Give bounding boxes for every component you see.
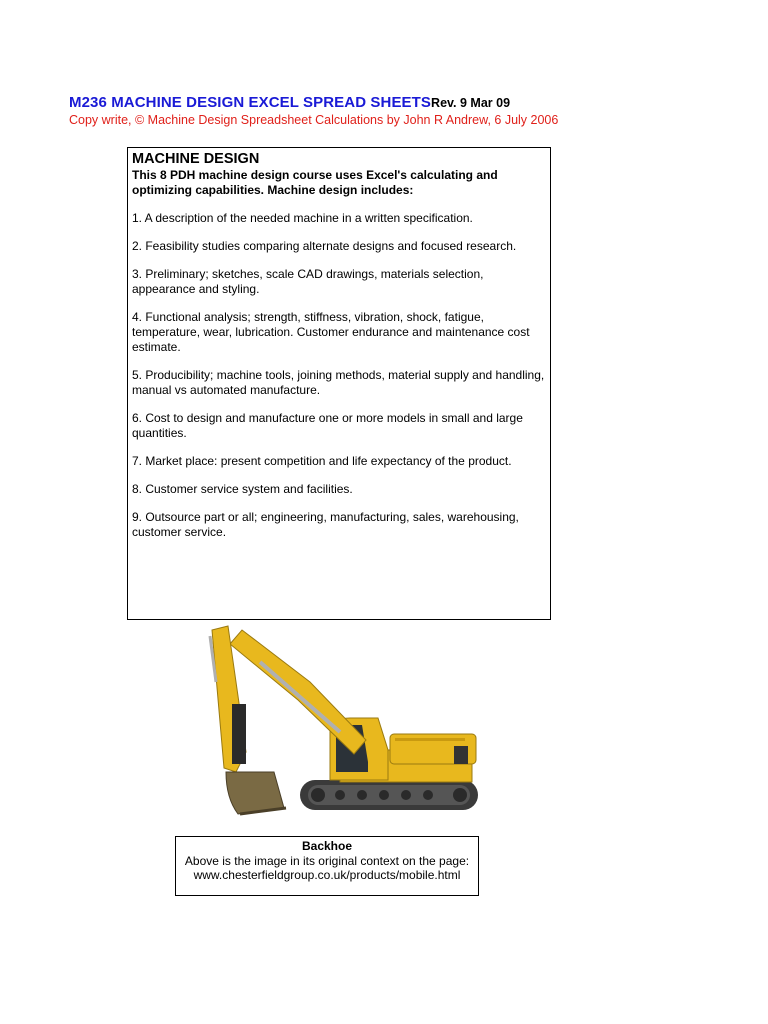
caption-line: Above is the image in its original context on the page: (184, 853, 470, 868)
caption-title: Backhoe (301, 839, 353, 853)
machine-design-textbox (127, 147, 551, 620)
image-caption (175, 836, 479, 896)
list-item: 7. Market place: present competition and life expectancy of the product. (132, 454, 512, 468)
list-item: 3. Preliminary; sketches, scale CAD drawings, materials selection, appearance and styling. (132, 267, 484, 296)
list-item: 6. Cost to design and manufacture one or more models in small and large quantities. (132, 411, 523, 440)
list-item: 2. Feasibility studies comparing alternate designs and focused research. (132, 239, 517, 253)
box-intro: This 8 PDH machine design course uses Excel's calculating and optimizing capabilities. Machine design includes: (132, 168, 498, 197)
list-item: 8. Customer service system and facilities. (132, 482, 353, 496)
document-title-line (69, 94, 510, 114)
backhoe-illustration (190, 622, 500, 818)
boom (230, 630, 366, 754)
revision-label: Rev. 9 Mar 09 (431, 96, 511, 110)
list-item: 5. Producibility; machine tools, joining methods, material supply and handling, manual vs automated manufacture. (132, 368, 545, 397)
bucket (226, 772, 284, 814)
copyright-notice: Copy write, © Machine Design Spreadsheet Calculations by John R Andrew, 6 July 2006 (69, 113, 559, 127)
list-item: 9. Outsource part or all; engineering, manufacturing, sales, warehousing, customer service. (132, 510, 519, 539)
caption-url: www.chesterfieldgroup.co.uk/products/mobile.html (193, 868, 461, 882)
box-heading: MACHINE DESIGN (132, 151, 260, 167)
document-title: M236 MACHINE DESIGN EXCEL SPREAD SHEETS (69, 94, 432, 111)
backhoe-image (190, 622, 500, 818)
list-item: 4. Functional analysis; strength, stiffness, vibration, shock, fatigue, temperature, wear, lubrication. Customer endurance and maintenance cost estimate. (132, 310, 530, 354)
list-item: 1. A description of the needed machine in a written specification. (132, 211, 473, 225)
